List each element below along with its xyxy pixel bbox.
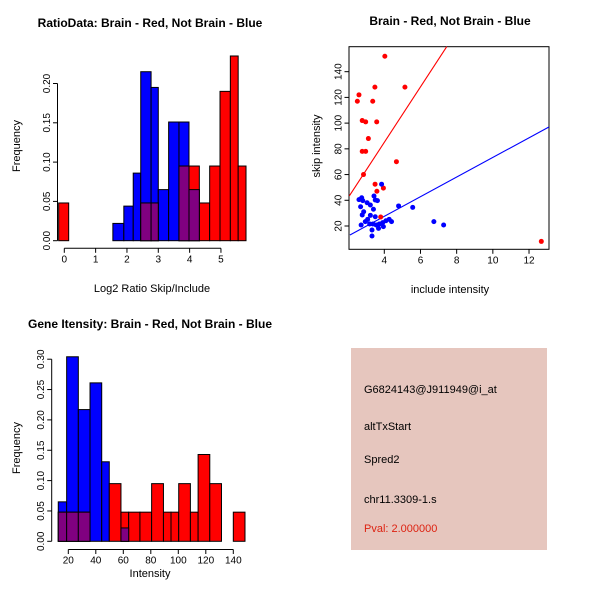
hist-bar	[189, 190, 199, 241]
gene-hist-ylabel: Frequency	[11, 422, 23, 474]
ratio-hist-xlabel: Log2 Ratio Skip/Include	[93, 283, 211, 295]
scatter-title: Brain - Red, Not Brain - Blue	[369, 14, 531, 28]
scatter-point	[410, 205, 415, 210]
gene-hist-title: Gene Itensity: Brain - Red, Not Brain - Blue	[27, 317, 273, 331]
x-tick-label: 60	[117, 555, 129, 567]
y-tick-label: 0.30	[36, 349, 48, 369]
scatter-point	[379, 182, 384, 187]
scatter-point	[374, 119, 379, 124]
scatter-point	[376, 226, 381, 231]
hist-bar	[113, 223, 124, 240]
hist-bar	[67, 512, 79, 541]
hist-bar	[198, 454, 210, 541]
scatter-point	[373, 182, 378, 187]
gene-intensity-histogram	[36, 349, 245, 566]
scatter-point	[402, 85, 407, 90]
hist-bar	[59, 203, 69, 241]
scatter-point	[382, 54, 387, 59]
scatter-point	[539, 239, 544, 244]
hist-bar	[171, 512, 179, 541]
hist-bar	[124, 206, 133, 241]
y-tick-label: 100	[333, 114, 345, 132]
x-tick-label: 8	[453, 255, 460, 267]
scatter-ylabel: skip intensity	[311, 114, 323, 178]
hist-bar	[179, 166, 189, 241]
hist-bar	[220, 91, 230, 240]
hist-bar	[58, 512, 66, 541]
y-tick-label: 80	[333, 143, 345, 155]
hist-bar	[133, 173, 141, 241]
hist-bar	[230, 56, 238, 241]
hist-bar	[78, 512, 90, 541]
y-tick-label: 0.20	[36, 410, 48, 430]
x-tick-label: 20	[62, 555, 74, 567]
ratio-histogram	[42, 56, 246, 265]
scatter-point	[363, 219, 368, 224]
hist-bar	[121, 528, 129, 541]
x-tick-label: 80	[145, 555, 157, 567]
probe-id-text: G6824143@J911949@i_at	[364, 384, 497, 396]
hist-bar	[238, 166, 246, 241]
x-tick-label: 6	[417, 255, 424, 267]
x-tick-label: 3	[155, 254, 162, 266]
x-tick-label: 2	[124, 254, 130, 266]
y-tick-label: 0.10	[42, 152, 53, 172]
scatter-point	[431, 219, 436, 224]
x-tick-label: 12	[523, 255, 535, 267]
hist-bar	[199, 203, 209, 241]
intensity-scatter-points-brain	[355, 54, 544, 244]
hist-bar	[109, 484, 121, 542]
y-tick-label: 0.15	[36, 440, 48, 460]
hist-bar	[152, 484, 164, 542]
hist-bar	[210, 166, 220, 241]
x-tick-label: 0	[61, 254, 68, 266]
hist-bar	[169, 122, 179, 241]
hist-bar	[233, 512, 245, 541]
scatter-point	[394, 159, 399, 164]
hist-bar	[140, 512, 152, 541]
x-tick-label: 120	[197, 555, 215, 567]
hist-bar	[151, 203, 158, 241]
y-tick-label: 0.00	[42, 230, 53, 251]
scatter-point	[441, 222, 446, 227]
scatter-point	[358, 204, 363, 209]
scatter-point	[366, 136, 371, 141]
x-tick-label: 4	[186, 254, 193, 266]
ratio-hist-title: RatioData: Brain - Red, Not Brain - Blue	[37, 16, 263, 30]
y-tick-label: 140	[333, 63, 345, 81]
y-tick-label: 0.20	[42, 73, 53, 94]
scatter-point	[359, 222, 364, 227]
hist-bar	[190, 512, 198, 541]
y-tick-label: 40	[333, 194, 345, 206]
x-tick-label: 10	[487, 255, 499, 267]
scatter-point	[369, 227, 374, 232]
scatter-xlabel: include intensity	[410, 284, 490, 296]
y-tick-label: 0.25	[36, 379, 48, 400]
y-tick-label: 60	[333, 168, 345, 181]
ratio-hist-ylabel: Frequency	[11, 120, 23, 172]
scatter-point	[381, 224, 386, 229]
scatter-point	[378, 214, 383, 219]
scatter-point	[363, 119, 368, 124]
hist-bar	[210, 484, 222, 542]
event-type-text: altTxStart	[364, 421, 412, 433]
hist-bar	[90, 383, 102, 541]
y-tick-label: 0.05	[42, 191, 53, 212]
scatter-point	[360, 198, 365, 203]
scatter-point	[356, 92, 361, 97]
gene-hist-xlabel: Intensity	[129, 568, 171, 580]
hist-bar	[179, 484, 191, 542]
scatter-point	[371, 207, 376, 212]
gene-info-panel	[351, 348, 547, 550]
scatter-point	[369, 234, 374, 239]
scatter-point	[355, 99, 360, 104]
intensity-scatter	[334, 47, 550, 267]
x-tick-label: 100	[169, 555, 187, 567]
scatter-point	[360, 212, 365, 217]
pval-text: Pval: 2.000000	[364, 523, 438, 535]
scatter-point	[373, 214, 378, 219]
hist-bar	[129, 512, 140, 541]
scatter-point	[370, 99, 375, 104]
scatter-point	[374, 189, 379, 194]
y-tick-label: 20	[333, 220, 345, 232]
x-tick-label: 140	[224, 555, 242, 567]
scatter-point	[361, 172, 366, 177]
scatter-point	[375, 198, 380, 203]
hist-bar	[102, 462, 110, 542]
y-tick-label: 0.00	[36, 531, 48, 552]
gene-name-text: Spred2	[364, 454, 400, 466]
y-tick-label: 0.15	[42, 113, 53, 133]
scatter-point	[368, 203, 373, 208]
x-tick-label: 4	[381, 255, 388, 267]
y-tick-label: 0.05	[36, 501, 48, 521]
scatter-point	[372, 85, 377, 90]
scatter-point	[363, 149, 368, 154]
x-tick-label: 40	[90, 555, 102, 567]
scatter-point	[389, 219, 394, 224]
x-tick-label: 5	[218, 254, 224, 266]
hist-bar	[141, 203, 151, 241]
scatter-point	[396, 203, 401, 208]
scatter-point	[371, 194, 376, 199]
y-tick-label: 0.10	[36, 470, 48, 491]
x-tick-label: 1	[92, 254, 99, 266]
y-tick-label: 120	[333, 89, 345, 106]
hist-bar	[158, 190, 168, 241]
hist-bar	[163, 512, 171, 541]
locus-text: chr11.3309-1.s	[364, 494, 437, 506]
